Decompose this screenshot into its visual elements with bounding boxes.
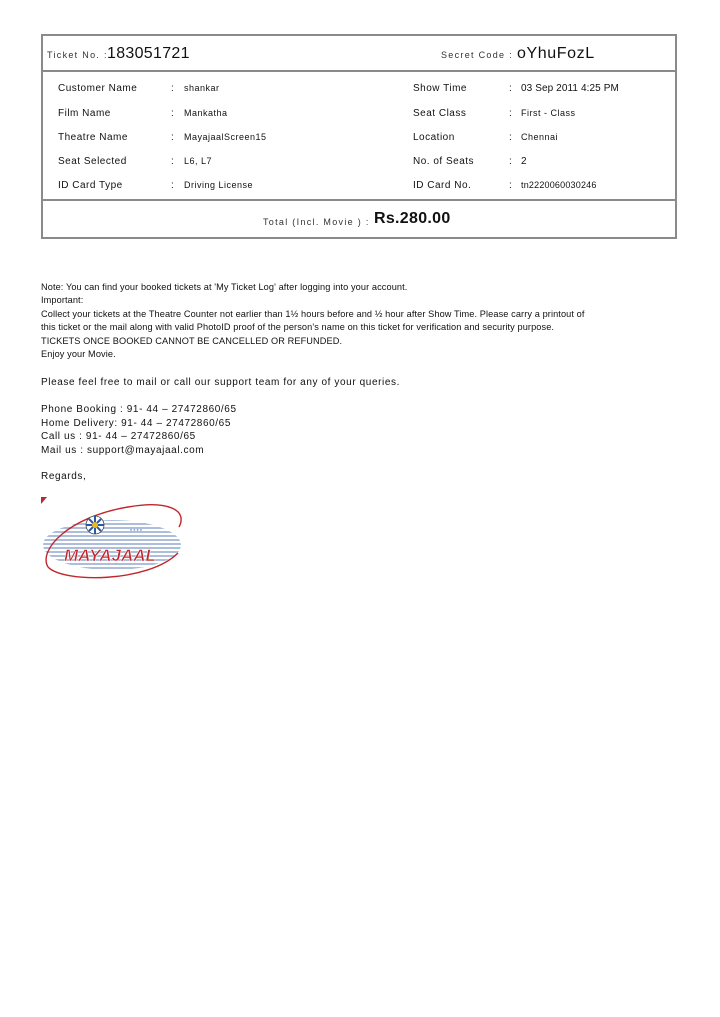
regards-text: Regards, [41, 471, 87, 482]
separator: : [509, 108, 513, 119]
seat-selected-label: Seat Selected [58, 156, 127, 167]
mayajaal-logo [38, 495, 188, 587]
separator: : [171, 108, 175, 119]
ticket-header [43, 36, 675, 72]
seat-class-value: First - Class [521, 108, 576, 118]
film-name-value: Mankatha [184, 108, 228, 118]
note-line: Enjoy your Movie. [41, 349, 116, 360]
regards [41, 470, 86, 484]
globe-center [92, 522, 98, 528]
separator: : [509, 132, 513, 143]
ticket-no-value: 183051721 [107, 45, 190, 62]
seat-selected-value: L6, L7 [184, 156, 213, 166]
note-line: this ticket or the mail along with valid PhotoID proof of the person's name on this ticket for verification and security purpose. [41, 322, 555, 333]
notes-section [41, 281, 681, 361]
theatre-name-value: MayajaalScreen15 [184, 132, 267, 142]
phone-booking: Phone Booking : 91- 44 – 27472860/65 [41, 404, 237, 415]
detail-row [43, 156, 675, 176]
separator: : [509, 180, 513, 191]
detail-row [43, 180, 675, 200]
mail-us: Mail us : support@mayajaal.com [41, 444, 205, 456]
call-us: Call us : 91- 44 – 27472860/65 [41, 431, 196, 442]
warning-line: TICKETS ONCE BOOKED CANNOT BE CANCELLED OR REFUNDED. [41, 335, 343, 346]
show-time-value: 03 Sep 2011 4:25 PM [521, 83, 619, 94]
ticket-details [43, 72, 675, 198]
theatre-name-label: Theatre Name [58, 132, 128, 143]
note-line: Note: You can find your booked tickets at 'My Ticket Log' after logging into your account. [41, 282, 408, 292]
corner-mark-icon [41, 497, 47, 504]
seat-class-label: Seat Class [413, 108, 467, 119]
id-card-no-label: ID Card No. [413, 180, 472, 191]
customer-name-value: shankar [184, 83, 220, 93]
detail-row [43, 132, 675, 152]
home-delivery: Home Delivery: 91- 44 – 27472860/65 [41, 417, 231, 429]
no-of-seats-label: No. of Seats [413, 156, 475, 167]
separator: : [171, 180, 175, 191]
logo-stars-icon: * * * * [130, 529, 142, 535]
show-time-label: Show Time [413, 83, 467, 94]
secret-code-value: oYhuFozL [517, 45, 595, 62]
support-intro-text: Please feel free to mail or call our support team for any of your queries. [41, 377, 400, 388]
ticket-no-label: Ticket No. : [47, 50, 108, 60]
separator: : [171, 156, 175, 167]
film-name-label: Film Name [58, 108, 111, 119]
total-value: Rs.280.00 [374, 210, 451, 227]
detail-row [43, 83, 675, 103]
important-heading: Important: [41, 295, 84, 306]
separator: : [509, 156, 513, 167]
support-intro [41, 376, 400, 390]
separator: : [509, 83, 513, 94]
secret-code-label: Secret Code : [441, 50, 513, 60]
total-section [43, 199, 675, 239]
id-card-type-value: Driving License [184, 180, 254, 190]
detail-row [43, 108, 675, 128]
location-value: Chennai [521, 132, 559, 142]
customer-name-label: Customer Name [58, 83, 138, 94]
contact-details [41, 403, 237, 457]
total-label: Total (Incl. Movie ) : [263, 217, 370, 227]
note-line: Collect your tickets at the Theatre Counter not earlier than 1½ hours before and ½ hour after Show Time. Please carry a printout of [41, 308, 585, 319]
id-card-type-label: ID Card Type [58, 180, 123, 191]
location-label: Location [413, 132, 455, 143]
id-card-no-value: tn2220060030246 [521, 180, 597, 190]
ticket-box [41, 34, 677, 239]
no-of-seats-value: 2 [521, 156, 528, 167]
logo-text: MAYAJAAL [64, 546, 156, 565]
separator: : [171, 132, 175, 143]
separator: : [171, 83, 175, 94]
